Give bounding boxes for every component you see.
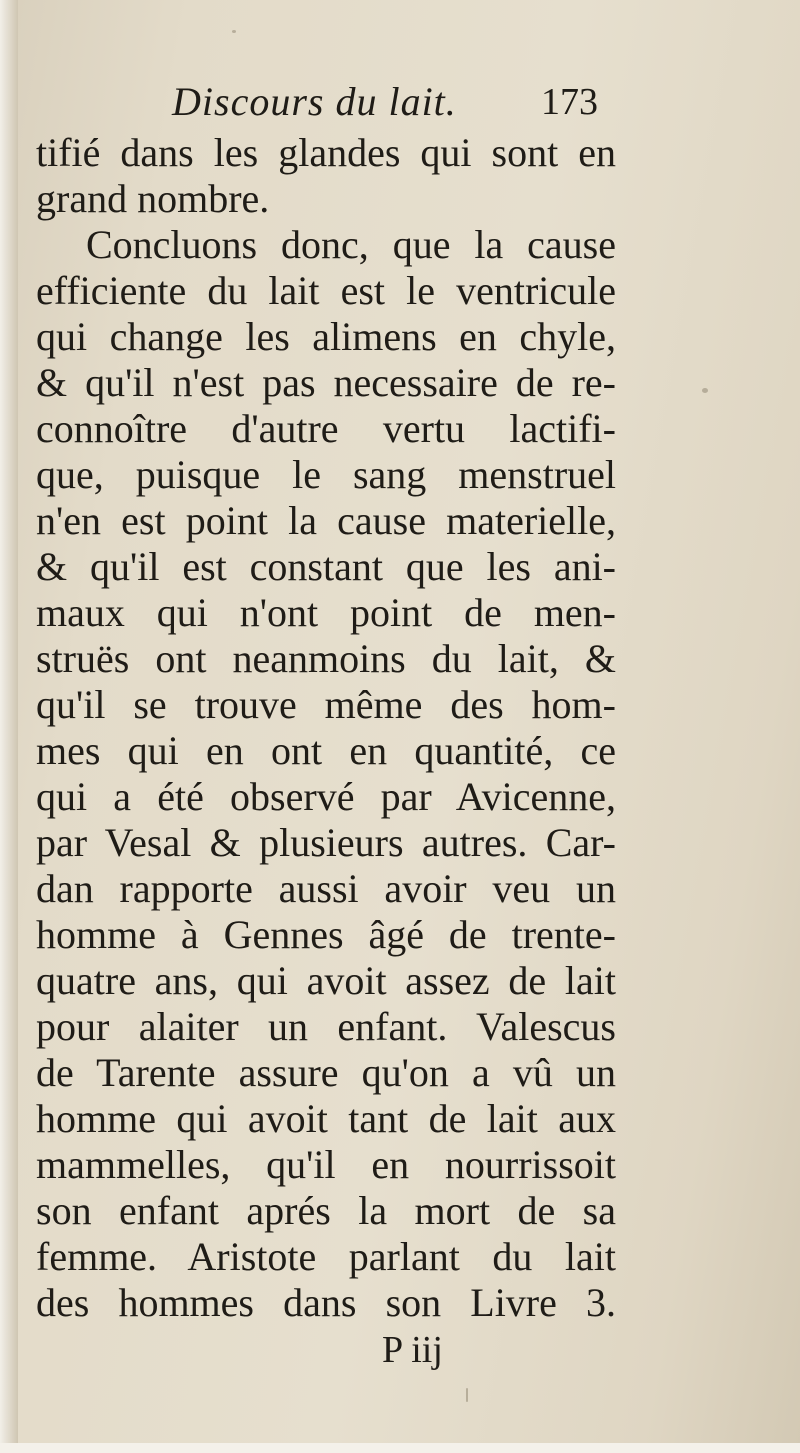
- signature-mark: P iij: [382, 1329, 443, 1371]
- text-line: efficiente du lait est le ventricule: [36, 268, 616, 313]
- text-line: n'en est point la cause materielle,: [36, 498, 616, 543]
- text-line: de Tarente assure qu'on a vû un: [36, 1050, 616, 1095]
- text-line: par Vesal & plusieurs autres. Car-: [36, 820, 616, 865]
- text-line: homme à Gennes âgé de trente-: [36, 912, 616, 957]
- text-line: connoître d'autre vertu lactifi-: [36, 406, 616, 451]
- text-line: qu'il se trouve même des hom-: [36, 682, 616, 727]
- text-line: mammelles, qu'il en nourrissoit: [36, 1142, 616, 1187]
- paper-speck: [232, 30, 236, 33]
- body-text: [36, 130, 616, 1326]
- text-line: & qu'il n'est pas necessaire de re-: [36, 360, 616, 405]
- text-line: grand nombre.: [36, 176, 270, 221]
- text-line: que, puisque le sang menstruel: [36, 452, 616, 497]
- page-bottom-edge: [0, 1443, 800, 1453]
- text-line: & qu'il est constant que les ani-: [36, 544, 616, 589]
- text-line: homme qui avoit tant de lait aux: [36, 1096, 616, 1141]
- text-line: dan rapporte aussi avoir veu un: [36, 866, 616, 911]
- text-line: quatre ans, qui avoit assez de lait: [36, 958, 616, 1003]
- text-line: femme. Aristote parlant du lait: [36, 1234, 616, 1279]
- text-line: qui change les alimens en chyle,: [36, 314, 616, 359]
- text-line: maux qui n'ont point de men-: [36, 590, 616, 635]
- running-title: Discours du lait.: [172, 79, 457, 124]
- paper-speck: [466, 1388, 468, 1402]
- text-line: pour alaiter un enfant. Valescus: [36, 1004, 616, 1049]
- running-head: [160, 78, 600, 128]
- paper-speck: [702, 388, 708, 393]
- text-line: mes qui en ont en quantité, ce: [36, 728, 616, 773]
- text-line: son enfant aprés la mort de sa: [36, 1188, 616, 1233]
- text-line: des hommes dans son Livre 3.: [36, 1280, 616, 1325]
- text-line: tifié dans les glandes qui sont en: [36, 130, 616, 175]
- text-line: qui a été observé par Avicenne,: [36, 774, 616, 819]
- text-line: Concluons donc, que la cause: [86, 222, 616, 267]
- page-binding-edge: [0, 0, 18, 1453]
- text-line: struës ont neanmoins du lait, &: [36, 636, 616, 681]
- page-number: 173: [541, 81, 598, 123]
